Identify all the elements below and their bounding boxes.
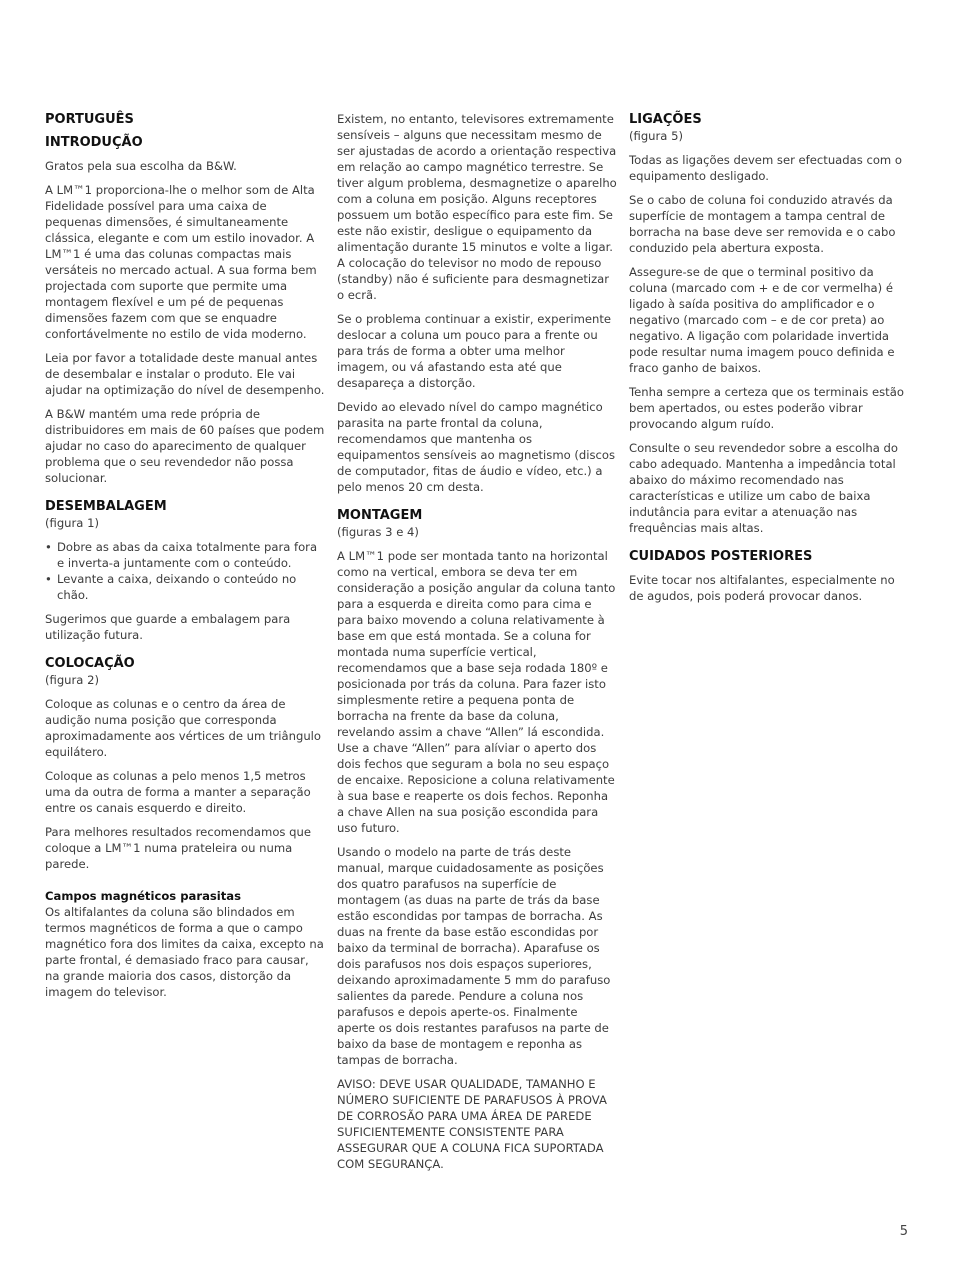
placement-paragraph: Coloque as colunas e o centro da área de audição numa posição que corresponda aproximadamente aos vértices de um triângulo equilátero.	[45, 697, 321, 759]
connections-paragraph: Assegure-se de que o terminal positivo da coluna (marcado com + e de cor vermelha) é ligado à saída positiva do amplificador e o negativo (marcado com – e de cor preta) ao negativo. A ligação com polaridade invertida pode resultar numa imagem pouco definida e fraco ganho de baixos.	[629, 265, 895, 375]
page-number: 5	[899, 1224, 908, 1239]
connections-figure-ref: (figura 5)	[629, 129, 683, 143]
intro-paragraph: Gratos pela sua escolha da B&W.	[45, 159, 237, 173]
unpacking-paragraph: Sugerimos que guarde a embalagem para utilização futura.	[45, 612, 291, 642]
mounting-paragraph: Usando o modelo na parte de trás deste manual, marque cuidadosamente as posições dos quatro parafusos na superfície de montagem (as duas na parte de trás da base estão escondidas por tampas de borracha. As duas na frente da base estão escondidas por baixo da terminal de borracha). Aparafuse os dois parafusos nos dois espaços superiores, deixando aproximadamente 5 mm do parafuso salientes da parede. Pendure a coluna nos parafusos e depois aperte-os. Finalmente aperte os dois restantes parafusos na parte de baixo da base de montagem e reponha as tampas de borracha.	[337, 845, 611, 1067]
connections-paragraph: Se o cabo de coluna foi conduzido através da superfície de montagem a tampa central de borracha na base deve ser removida e o cabo conduzido pela abertura exposta.	[629, 193, 896, 255]
placement-paragraph: Coloque as colunas a pelo menos 1,5 metros uma da outra de forma a manter a separação entre os canais esquerdo e direito.	[45, 769, 311, 815]
magnetic-fields-paragraph: Os altifalantes da coluna são blindados em termos magnéticos de forma a que o campo magnético fora dos limites da caixa, excepto na parte frontal, é demasiado fraco para causar, na grande maioria dos casos, distorção da imagem do televisor.	[45, 905, 324, 999]
unpacking-heading: DESEMBALAGEM	[45, 499, 167, 514]
mounting-warning: AVISO: DEVE USAR QUALIDADE, TAMANHO E NÚMERO SUFICIENTE DE PARAFUSOS À PROVA DE CORROSÃO PARA UMA ÁREA DE PAREDE SUFICIENTEMENTE CONSISTENTE PARA ASSEGURAR QUE A COLUNA FICA SUPORTADA COM SEGURANÇA.	[337, 1077, 607, 1171]
placement-paragraph: Para melhores resultados recomendamos que coloque a LM™1 numa prateleira ou numa parede.	[45, 825, 311, 871]
unpacking-figure-ref: (figura 1)	[45, 516, 99, 530]
connections-paragraph: Todas as ligações devem ser efectuadas com o equipamento desligado.	[629, 153, 902, 183]
mounting-paragraph: A LM™1 pode ser montada tanto na horizontal como na vertical, embora se deva ter em consideração a posição angular da coluna tanto para a esquerda e direita como para cima e para baixo movendo a coluna relativamente à base em que está montada. Se a coluna for montada numa superfície vertical, recomendamos que a base seja rodada 180º e posicionada por trás da coluna. Para fazer isto simplesmente retire a pequena ponta de borracha na frente da base da coluna, revelando assim a chave “Allen” lá escondida. Use a chave “Allen” para alíviar o aperto dos dois fechos que seguram a bola no seu espaço de encaixe. Reposicione a coluna relativamente à sua base e reaperte os dois fechos. Reponha a chave Allen na sua posição escondida para uso futuro.	[337, 549, 616, 835]
connections-paragraph: Tenha sempre a certeza que os terminais estão bem apertados, ou estes poderão vibrar provocando algum ruído.	[629, 385, 904, 431]
unpacking-list	[45, 539, 325, 603]
magnetic-fields-paragraph: Devido ao elevado nível do campo magnético parasita na parte frontal da coluna, recomendamos que mantenha os equipamentos sensíveis ao magnetismo (discos de computador, fitas de áudio e vídeo, etc.) a pelo menos 20 cm desta.	[337, 400, 616, 494]
column-2	[337, 111, 617, 1180]
intro-heading: INTRODUÇÃO	[45, 135, 143, 150]
intro-paragraph: A B&W mantém uma rede própria de distribuidores em mais de 60 países que podem ajudar no caso do aparecimento de qualquer problema que o seu revendedor não possa solucionar.	[45, 407, 325, 485]
magnetic-fields-paragraph: Existem, no entanto, televisores extremamente sensíveis – alguns que necessitam mesmo de ser ajustadas de acordo a orientação respectiva em relação ao campo magnético terrestre. Se tiver algum problema, desmagnetize o aparelho com a coluna em posição. Alguns receptores possuem um botão específico para este fim. Se este não existir, desligue o equipamento da alimentação durante 15 minutos e volte a ligar. A colocação do televisor no modo de repouso (standby) não é suficiente para desmagnetizar o ecrã.	[337, 112, 617, 302]
magnetic-fields-paragraph: Se o problema continuar a existir, experimente deslocar a coluna um pouco para a frente ou para trás de forma a obter uma melhor imagem, ou vá afastando esta até que desapareça a distorção.	[337, 312, 612, 390]
aftercare-paragraph: Evite tocar nos altifalantes, especialmente no de agudos, pois poderá provocar danos.	[629, 573, 895, 603]
magnetic-fields-heading: Campos magnéticos parasitas	[45, 889, 242, 903]
mounting-figure-ref: (figuras 3 e 4)	[337, 525, 419, 539]
connections-heading: LIGAÇÕES	[629, 112, 702, 127]
mounting-heading: MONTAGEM	[337, 508, 423, 523]
list-item: • Dobre as abas da caixa totalmente para fora e inverta-a juntamente com o conteúdo.	[45, 539, 325, 571]
language-title: PORTUGUÊS	[45, 112, 134, 127]
column-3	[629, 111, 911, 612]
aftercare-heading: CUIDADOS POSTERIORES	[629, 549, 813, 564]
placement-figure-ref: (figura 2)	[45, 673, 99, 687]
column-1	[45, 111, 325, 1008]
intro-paragraph: Leia por favor a totalidade deste manual antes de desembalar e instalar o produto. Ele vai ajudar na optimização do nível de desempenho.	[45, 351, 325, 397]
placement-heading: COLOCAÇÃO	[45, 656, 135, 671]
connections-paragraph: Consulte o seu revendedor sobre a escolha do cabo adequado. Mantenha a impedância total abaixo do máximo recomendado nas características e utilize um cabo de baixa indutância para evitar a atenuação nas frequências mais altas.	[629, 441, 898, 535]
list-item: • Levante a caixa, deixando o conteúdo no chão.	[45, 571, 325, 603]
intro-paragraph: A LM™1 proporciona-lhe o melhor som de Alta Fidelidade possível para uma caixa de pequenas dimensões, é simultaneamente clássica, elegante e com um estilo inovador. A LM™1 é uma das colunas compactas mais versáteis no mercado actual. A sua forma bem projectada com suporte que permite uma montagem flexível e um pé de pequenas dimensões fazem com que se enquadre confortávelmente no estilo de vida moderno.	[45, 183, 317, 341]
